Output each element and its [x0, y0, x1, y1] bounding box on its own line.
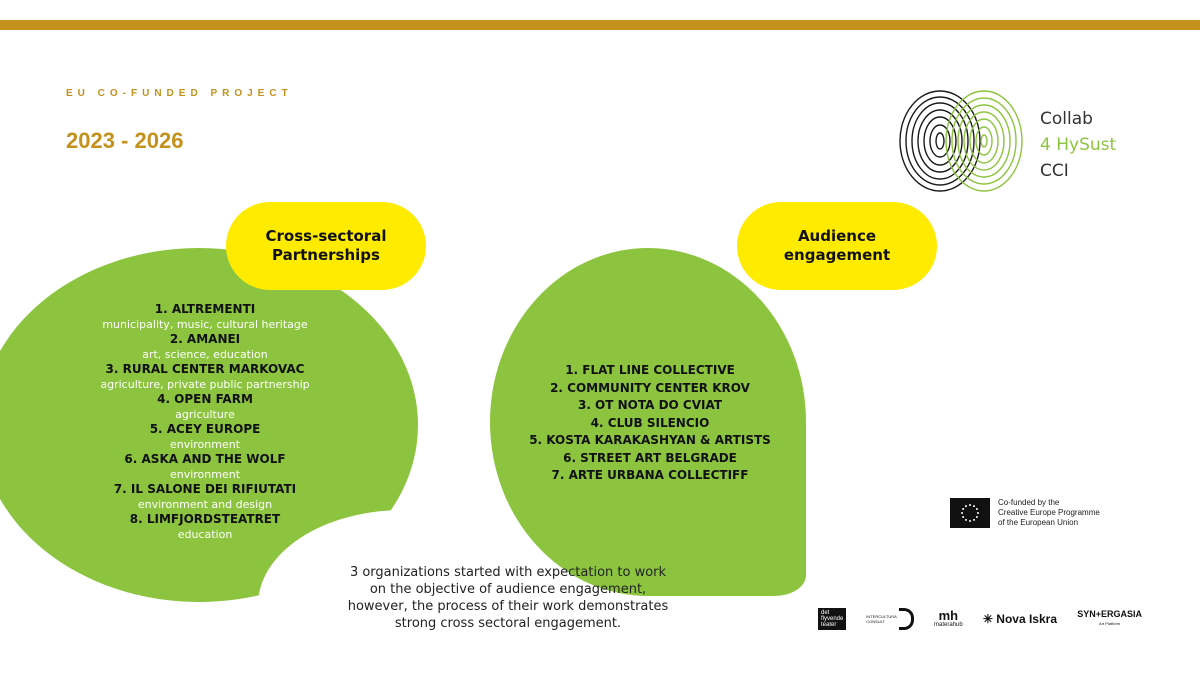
- cross-sectoral-title-line-1: Cross-sectoral: [265, 227, 387, 245]
- partner-1-line-2: flyvende: [821, 616, 844, 622]
- audience-org: 1. FLAT LINE COLLECTIVE: [565, 363, 735, 377]
- partner-synergasia: [1077, 610, 1142, 628]
- org-tags: agriculture, private public partnership: [100, 378, 310, 391]
- eu-line-1: Co-funded by the: [998, 498, 1060, 507]
- audience-org: 4. CLUB SILENCIO: [590, 415, 710, 430]
- observation-note: [306, 564, 710, 632]
- org-tags: municipality, music, cultural heritage: [102, 318, 308, 331]
- org-tags: art, science, education: [142, 348, 268, 361]
- org-name: 4. OPEN FARM: [157, 392, 253, 406]
- project-kicker: EU CO-FUNDED PROJECT: [66, 88, 293, 99]
- org-tags: agriculture: [175, 408, 235, 421]
- org-name: 3. RURAL CENTER MARKOVAC: [105, 362, 305, 376]
- org-name: 7. IL SALONE DEI RIFIUTATI: [113, 482, 297, 496]
- org-name: 1. ALTREMENTI: [154, 302, 256, 316]
- logo-line-2: 4 HySust: [1040, 135, 1117, 155]
- partner-nova-iskra: [983, 612, 1057, 626]
- materahub-name: materahub: [934, 622, 963, 628]
- cross-sectoral-title-line-2: Partnerships: [272, 246, 380, 264]
- partner-2-line-2: CONSULT: [866, 619, 886, 624]
- logo-line-3: CCI: [1040, 161, 1069, 181]
- org-name: 8. LIMFJORDSTEATRET: [129, 512, 281, 526]
- audience-engagement-title: [737, 202, 937, 290]
- audience-org: 6. STREET ART BELGRADE: [563, 450, 737, 465]
- logo-line-1: Collab: [1040, 109, 1093, 129]
- synergasia-sub: Art Platform: [1099, 621, 1121, 626]
- partner-logos: [818, 604, 1142, 634]
- org-tags: education: [177, 528, 233, 541]
- eu-line-2: Creative Europe Programme: [998, 508, 1100, 517]
- org-name: 6. ASKA AND THE WOLF: [124, 452, 286, 466]
- intercultura-mark-icon: [899, 608, 914, 630]
- org-name: 2. AMANEI: [169, 332, 241, 346]
- audience-list: [520, 362, 780, 485]
- partner-2-line-1: INTERCULTURA: [866, 614, 897, 619]
- audience-org: 2. COMMUNITY CENTER KROV: [550, 380, 750, 395]
- org-tags: environment: [169, 438, 241, 451]
- note-line-3: however, the process of their work demonstrates: [347, 599, 669, 614]
- top-accent-bar: [0, 20, 1200, 30]
- partner-det-flyvende-teater: [818, 608, 846, 630]
- materahub-mark: mh: [938, 608, 959, 623]
- synergasia-name: SYN+ERGASIA: [1077, 609, 1142, 619]
- project-logo-text: [1040, 106, 1116, 184]
- org-tags: environment: [169, 468, 241, 481]
- fingerprint-icon: [896, 88, 1026, 194]
- partner-intercultura-consult: [866, 608, 914, 630]
- org-tags: environment and design: [137, 498, 273, 511]
- eu-cofunded-text: [998, 498, 1128, 528]
- eu-line-3: of the European Union: [998, 518, 1079, 527]
- note-line-4: strong cross sectoral engagement.: [394, 616, 622, 631]
- cross-sectoral-title: [226, 202, 426, 290]
- project-years: 2023 - 2026: [66, 128, 184, 153]
- eu-cofunded-badge: [950, 498, 1128, 528]
- audience-org: 3. OT NOTA DO CVIAT: [577, 398, 723, 412]
- note-line-2: on the objective of audience engagement,: [369, 582, 647, 597]
- nova-iskra-name: Nova Iskra: [996, 612, 1057, 626]
- cross-sectoral-list: [40, 302, 370, 542]
- partner-1-line-1: det: [821, 610, 830, 616]
- note-line-1: 3 organizations started with expectation to work: [349, 565, 667, 580]
- eu-flag-icon: [950, 498, 990, 528]
- spark-icon: ✳: [982, 612, 993, 626]
- audience-org: 5. KOSTA KARAKASHYAN & ARTISTS: [529, 433, 771, 447]
- partner-1-line-3: teater: [821, 622, 837, 628]
- audience-org: 7. ARTE URBANA COLLECTIFF: [551, 468, 749, 482]
- audience-title-line-1: Audience: [797, 227, 877, 245]
- audience-title-line-2: engagement: [783, 246, 891, 264]
- partner-materahub: [934, 610, 963, 628]
- org-name: 5. ACEY EUROPE: [149, 422, 261, 436]
